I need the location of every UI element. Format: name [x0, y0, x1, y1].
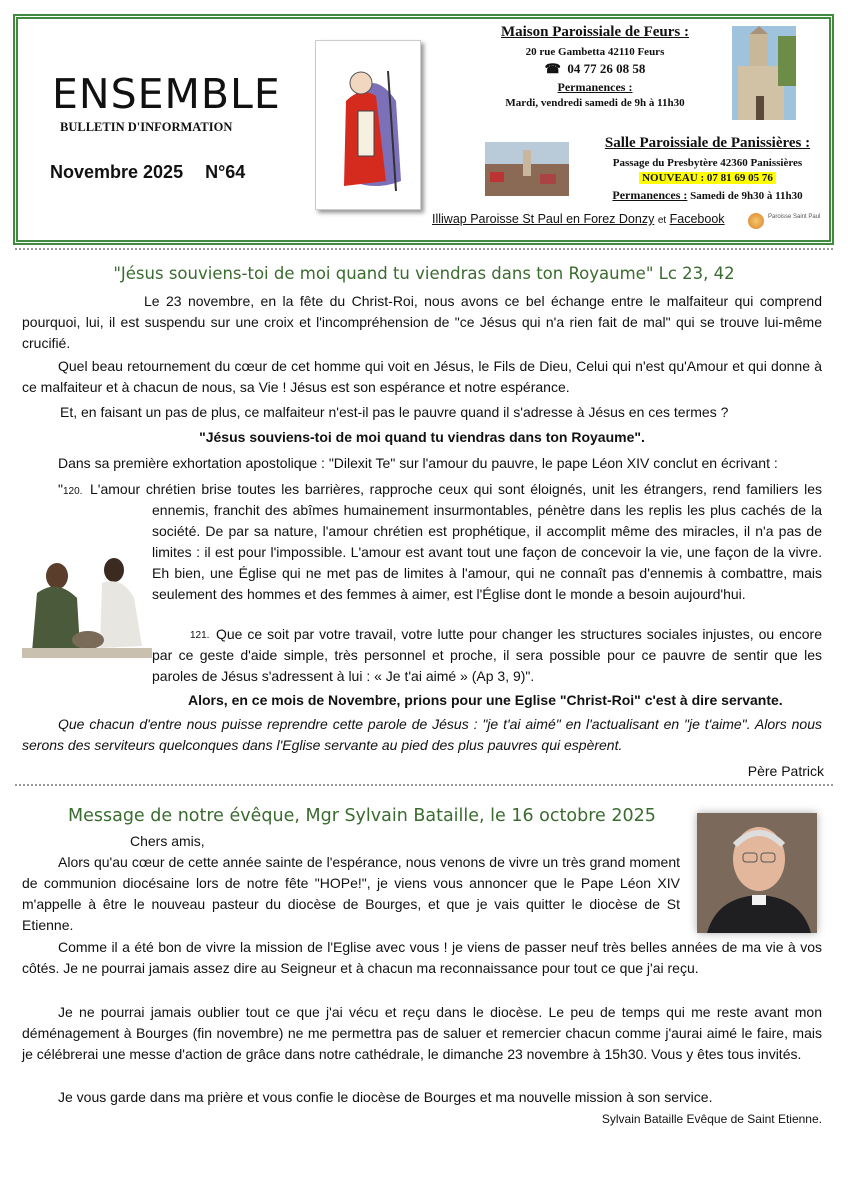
- article2-p1: Alors qu'au cœur de cette année sainte de l'espérance, nous venons de vivre un très grand moment de communion diocésaine lors de notre fête "HOPe!", je viens vous annoncer que le Pape Léon XIV m'appelle à être le nouveau pasteur du diocèse de Bourges, et que je vais quitter le diocèse de St Etienne.: [22, 854, 680, 933]
- panissieres-name: Salle Paroissiale de Panissières :: [604, 135, 811, 151]
- feurs-block: [470, 24, 720, 109]
- bishop-photo: [697, 813, 817, 933]
- article1-q121: Que ce soit par votre travail, votre lutte pour changer les structures sociales injustes, ou encore par ce geste d'aide simple, très personnel et proche, il sera possible pour ce pauvre de sentir que les paroles de Jésus s'adressent à lui : « Je t'ai aimé » (Ap 3, 9)".: [152, 626, 822, 684]
- article2-p2: Comme il a été bon de vivre la mission de l'Eglise avec vous ! je viens de passer neuf très belles années de ma vie à vos côtés. Je ne pourrai jamais assez dire au Seigneur et à chacun ma reconnaissance pour tout ce que j'ai reçu.: [22, 939, 822, 976]
- separator-bottom: [15, 778, 833, 786]
- bishop-portrait-icon: [697, 813, 817, 933]
- article1-quote: "Jésus souviens-toi de moi quand tu viendras dans ton Royaume".: [199, 429, 645, 445]
- article2-greeting: Chers amis,: [130, 833, 205, 849]
- illiwap-link[interactable]: Illiwap Paroisse St Paul en Forez Donzy: [432, 212, 655, 226]
- panissieres-block: [590, 135, 825, 203]
- village-icon: [485, 142, 569, 196]
- article2-signature: Sylvain Bataille Evêque de Saint Etienne.: [601, 1112, 822, 1126]
- separator-top: [15, 248, 833, 256]
- article1-p3: Et, en faisant un pas de plus, ce malfaiteur n'est-il pas le pauvre quand il s'adresse à Jésus en ces termes ?: [60, 404, 729, 420]
- panissieres-perm-hours: Samedi de 9h30 à 11h30: [687, 190, 803, 202]
- article1-p2: Quel beau retournement du cœur de cet homme qui voit en Jésus, le Fils de Dieu, Celui qui n'est qu'Amour et qui donne à ce malfaiteur et à chacun de nous, sa Vie ! Jésus est son espérance et notre espérance.: [22, 358, 822, 395]
- article1-q120: [90, 479, 822, 605]
- parish-badge-icon: [748, 213, 764, 229]
- parish-badge-label: Paroisse Saint Paul: [768, 214, 821, 220]
- parish-logo: [315, 40, 421, 210]
- panissieres-perm-label: Permanences :: [612, 188, 688, 202]
- q121-number: 121.: [190, 630, 210, 641]
- feurs-perm-label: Permanences :: [557, 80, 633, 94]
- article2-p3: Je ne pourrai jamais oublier tout ce que j'ai vécu et reçu dans le diocèse. Le peu de temps qui me reste avant mon déménagement à Bourges (fin novembre) ne me permettra pas de saluer et remercier chacun comme j'aurai aimé le faire, mais je célébrerai une messe d'action de grâce dans notre cathédrale, le dimanche 23 novembre à 15h30. Vous y êtes tous invités.: [22, 1004, 822, 1062]
- panissieres-phone: NOUVEAU : 07 81 69 05 76: [639, 172, 776, 184]
- feurs-name: Maison Paroissiale de Feurs :: [500, 24, 690, 40]
- article1-p4: Dans sa première exhortation apostolique : "Dilexit Te" sur l'amour du pauvre, le pape Léon XIV conclut en écrivant :: [58, 455, 778, 471]
- q120-open: "120.: [58, 481, 83, 497]
- feurs-church-photo: [732, 26, 796, 120]
- article1-prayer: Alors, en ce mois de Novembre, prions pour une Eglise "Christ-Roi" c'est à dire servante.: [188, 692, 783, 708]
- q120-text: L'amour chrétien brise toutes les barrières, rapproche ceux qui sont éloignés, unit les étrangers, rend familiers les ennemis, franchit des abîmes humainement insurmontables, pénètre dans les replis les plus cachés de la société. De par sa nature, l'amour chrétien est prophétique, il accomplit même des miracles, il n'a pas de limites : il est pour l'impossible. L'amour est avant tout une façon de concevoir la vie, une façon de la vivre. Eh bien, une Église qui ne met pas de limites à l'amour, qui ne connaît pas d'ennemis à combattre, mais seulement des hommes et des femmes à aimer, est l'Église dont le monde a besoin aujourd'hui.: [90, 481, 822, 602]
- issue-line: [50, 162, 245, 183]
- article2-heading: Message de notre évêque, Mgr Sylvain Bataille, le 16 octobre 2025: [68, 806, 656, 826]
- panissieres-address: Passage du Presbytère 42360 Panissières: [612, 157, 803, 169]
- facebook-link[interactable]: Facebook: [669, 212, 725, 226]
- church-icon: [732, 26, 796, 120]
- washing-feet-image: [22, 548, 152, 660]
- links-et: et: [657, 215, 667, 226]
- saint-paul-logo-icon: [316, 41, 420, 209]
- washing-feet-icon: [22, 548, 152, 660]
- feurs-address: 20 rue Gambetta 42110 Feurs: [525, 46, 665, 58]
- bulletin-subtitle: BULLETIN D'INFORMATION: [60, 120, 233, 134]
- feurs-phone: 04 77 26 08 58: [567, 61, 646, 76]
- bulletin-title: ENSEMBLE: [52, 70, 281, 118]
- issue-month: Novembre 2025: [50, 162, 184, 182]
- social-links: [432, 212, 725, 226]
- article1-closing: Que chacun d'entre nous puisse reprendre cette parole de Jésus : "je t'ai aimé" en l'actualisant en "je t'aime". Alors nous serons des serviteurs quelconques dans l'Eglise servante au pied des plus pauvres qui espèrent.: [22, 716, 822, 753]
- panissieres-photo: [485, 142, 569, 196]
- article2-p4: Je vous garde dans ma prière et vous confie le diocèse de Bourges et ma nouvelle mission à son service.: [58, 1089, 713, 1105]
- feurs-perm-hours: Mardi, vendredi samedi de 9h à 11h30: [505, 97, 685, 109]
- q120-number: 120.: [62, 486, 83, 497]
- issue-number: N°64: [205, 162, 246, 182]
- article1-heading: "Jésus souviens-toi de moi quand tu viendras dans ton Royaume" Lc 23, 42: [113, 264, 735, 283]
- article1-p1: Le 23 novembre, en la fête du Christ-Roi, nous avons ce bel échange entre le malfaiteur qui comprend pourquoi, lui, il est suspendu sur une croix et l'incompréhension de "ce Jésus qui n'a rien fait de mal" qui se trouve lui-même crucifié.: [22, 293, 822, 351]
- article1-signature: Père Patrick: [747, 763, 824, 779]
- phone-icon: ☎: [544, 61, 568, 76]
